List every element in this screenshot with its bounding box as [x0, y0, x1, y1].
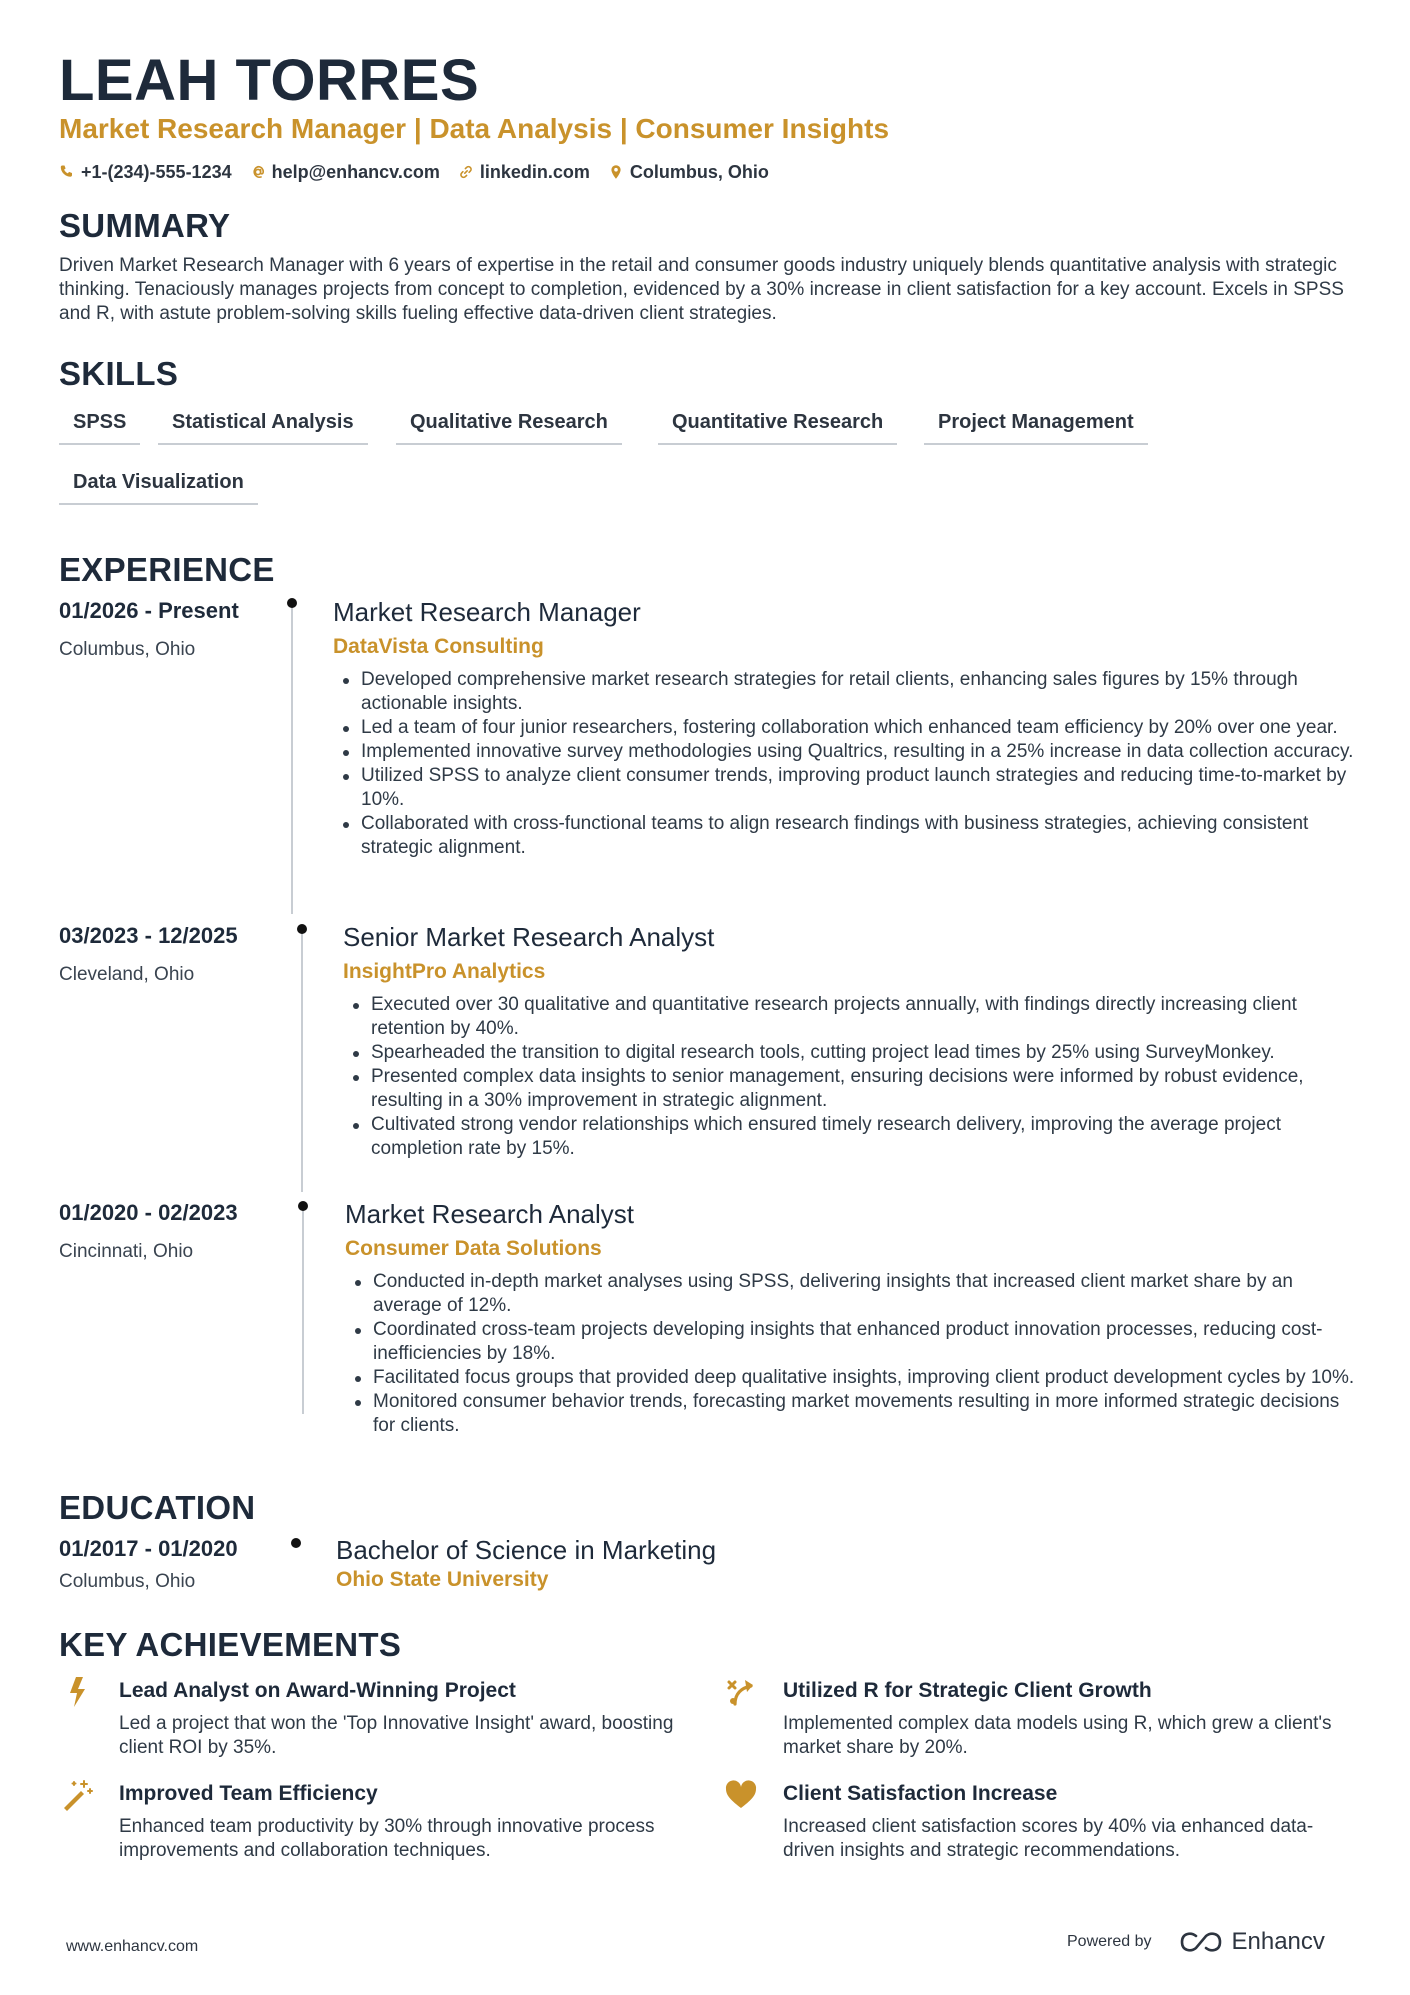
- list-item: Led a team of four junior researchers, fostering collaboration which enhanced team efficiency by 20% over one year.: [333, 716, 1363, 740]
- achievement-description: Enhanced team productivity by 30% through innovative process improvements and collaboration techniques.: [119, 1816, 655, 1861]
- timeline-line: [301, 930, 303, 1192]
- company-name: DataVista Consulting: [333, 635, 544, 658]
- summary-heading: SUMMARY: [59, 207, 231, 244]
- job-dates: 03/2023 - 12/2025: [59, 923, 238, 948]
- list-item: Spearheaded the transition to digital research tools, cutting project lead times by 25% using SurveyMonkey.: [343, 1041, 1363, 1065]
- skill-tag: SPSS: [59, 398, 140, 445]
- timeline-dot: [298, 1201, 308, 1211]
- contact-email[interactable]: [250, 162, 440, 183]
- timeline-dot: [291, 1538, 301, 1548]
- education-location: Columbus, Ohio: [59, 1571, 196, 1592]
- skill-tag: Quantitative Research: [658, 398, 897, 445]
- list-item: Coordinated cross-team projects developing insights that enhanced product innovation processes, reducing cost-inefficiencies by 18%.: [345, 1318, 1365, 1366]
- achievement-title: Lead Analyst on Award-Winning Project: [119, 1679, 516, 1702]
- contact-location: [608, 162, 769, 183]
- list-item: Executed over 30 qualitative and quantitative research projects annually, with findings directly increasing client retention by 40%.: [343, 993, 1363, 1041]
- timeline-line: [291, 604, 293, 914]
- powered-by-label: Powered by: [1067, 1933, 1152, 1950]
- education-heading: EDUCATION: [59, 1489, 256, 1526]
- company-name: InsightPro Analytics: [343, 960, 546, 983]
- skills-heading: SKILLS: [59, 355, 179, 392]
- achievement-description: Increased client satisfaction scores by 40% via enhanced data-driven insights and strategic recommendations.: [783, 1816, 1314, 1861]
- enhancv-logo: [1178, 1928, 1325, 1956]
- contact-bar: [59, 160, 769, 184]
- timeline-dot: [297, 924, 307, 934]
- achievement-title: Utilized R for Strategic Client Growth: [783, 1679, 1152, 1702]
- skill-tag: Data Visualization: [59, 458, 258, 505]
- job-dates: 01/2026 - Present: [59, 598, 239, 623]
- achievements-heading: KEY ACHIEVEMENTS: [59, 1626, 402, 1663]
- job-location: Cleveland, Ohio: [59, 964, 195, 985]
- link-icon: [458, 164, 474, 180]
- achievement-description: Led a project that won the 'Top Innovative Insight' award, boosting client ROI by 35%.: [119, 1713, 674, 1758]
- company-name: Consumer Data Solutions: [345, 1237, 602, 1260]
- summary-text: Driven Market Research Manager with 6 years of expertise in the retail and consumer goods industry uniquely blends quantitative analysis with strategic thinking. Tenaciously manages projects from concept to completion, evidenced by a 30% increase in client satisfaction for a key account. Excels in SPSS and R, with astute problem-solving skills fueling effective data-driven client strategies.: [59, 255, 1344, 324]
- list-item: Developed comprehensive market research strategies for retail clients, enhancing sales figures by 15% through actionable insights.: [333, 668, 1363, 716]
- candidate-headline: Market Research Manager | Data Analysis | Consumer Insights: [59, 113, 890, 144]
- footer-powered-by[interactable]: [1067, 1928, 1325, 1956]
- location-pin-icon: [608, 164, 624, 180]
- contact-linkedin[interactable]: [458, 162, 590, 183]
- school-name: Ohio State University: [336, 1568, 549, 1591]
- list-item: Conducted in-depth market analyses using SPSS, delivering insights that increased client market share by an average of 12%.: [345, 1270, 1365, 1318]
- magic-wand-icon: [59, 1777, 95, 1813]
- job-location: Cincinnati, Ohio: [59, 1241, 194, 1262]
- achievement-title: Improved Team Efficiency: [119, 1782, 378, 1805]
- skill-tag: Qualitative Research: [396, 398, 622, 445]
- email-text: help@enhancv.com: [271, 161, 440, 182]
- at-icon: [250, 164, 266, 180]
- list-item: Monitored consumer behavior trends, forecasting market movements resulting in more informed strategic decisions for clients.: [345, 1390, 1365, 1438]
- experience-heading: EXPERIENCE: [59, 551, 275, 588]
- skill-tag: Project Management: [924, 398, 1148, 445]
- list-item: Collaborated with cross-functional teams to align research findings with business strategies, achieving consistent strategic alignment.: [333, 812, 1363, 860]
- job-bullets: [333, 668, 1363, 860]
- job-title: Senior Market Research Analyst: [343, 922, 715, 952]
- enhancv-logo-text: Enhancv: [1231, 1928, 1325, 1955]
- job-title: Market Research Analyst: [345, 1199, 635, 1229]
- job-location: Columbus, Ohio: [59, 639, 196, 660]
- job-dates: 01/2020 - 02/2023: [59, 1200, 238, 1225]
- lightning-bolt-icon: [59, 1674, 95, 1710]
- achievement-description: Implemented complex data models using R, which grew a client's market share by 20%.: [783, 1713, 1332, 1758]
- candidate-name: LEAH TORRES: [59, 48, 480, 113]
- phone-icon: [59, 164, 75, 180]
- achievement-title: Client Satisfaction Increase: [783, 1782, 1058, 1805]
- timeline-line: [302, 1207, 304, 1414]
- timeline-dot: [287, 598, 297, 608]
- enhancv-logo-icon: [1178, 1930, 1224, 1954]
- footer-website-link[interactable]: www.enhancv.com: [66, 1938, 199, 1955]
- list-item: Facilitated focus groups that provided deep qualitative insights, improving client product development cycles by 10%.: [345, 1366, 1365, 1390]
- linkedin-text: linkedin.com: [479, 161, 590, 182]
- list-item: Cultivated strong vendor relationships which ensured timely research delivery, improving the average project completion rate by 15%.: [343, 1113, 1363, 1161]
- degree-title: Bachelor of Science in Marketing: [336, 1535, 717, 1565]
- list-item: Utilized SPSS to analyze client consumer trends, improving product launch strategies and reducing time-to-market by 10%.: [333, 764, 1363, 812]
- job-bullets: [343, 993, 1363, 1161]
- list-item: Presented complex data insights to senior management, ensuring decisions were informed by robust evidence, resulting in a 30% improvement in strategic alignment.: [343, 1065, 1363, 1113]
- location-text: Columbus, Ohio: [629, 161, 769, 182]
- list-item: Implemented innovative survey methodologies using Qualtrics, resulting in a 25% increase in data collection accuracy.: [333, 740, 1363, 764]
- job-bullets: [345, 1270, 1365, 1438]
- job-title: Market Research Manager: [333, 597, 641, 627]
- heart-icon: [723, 1777, 759, 1813]
- strategy-arrow-icon: [723, 1674, 759, 1710]
- contact-phone[interactable]: [59, 162, 232, 183]
- skill-tag: Statistical Analysis: [158, 398, 368, 445]
- phone-text: +1-(234)-555-1234: [81, 161, 232, 182]
- education-dates: 01/2017 - 01/2020: [59, 1536, 238, 1561]
